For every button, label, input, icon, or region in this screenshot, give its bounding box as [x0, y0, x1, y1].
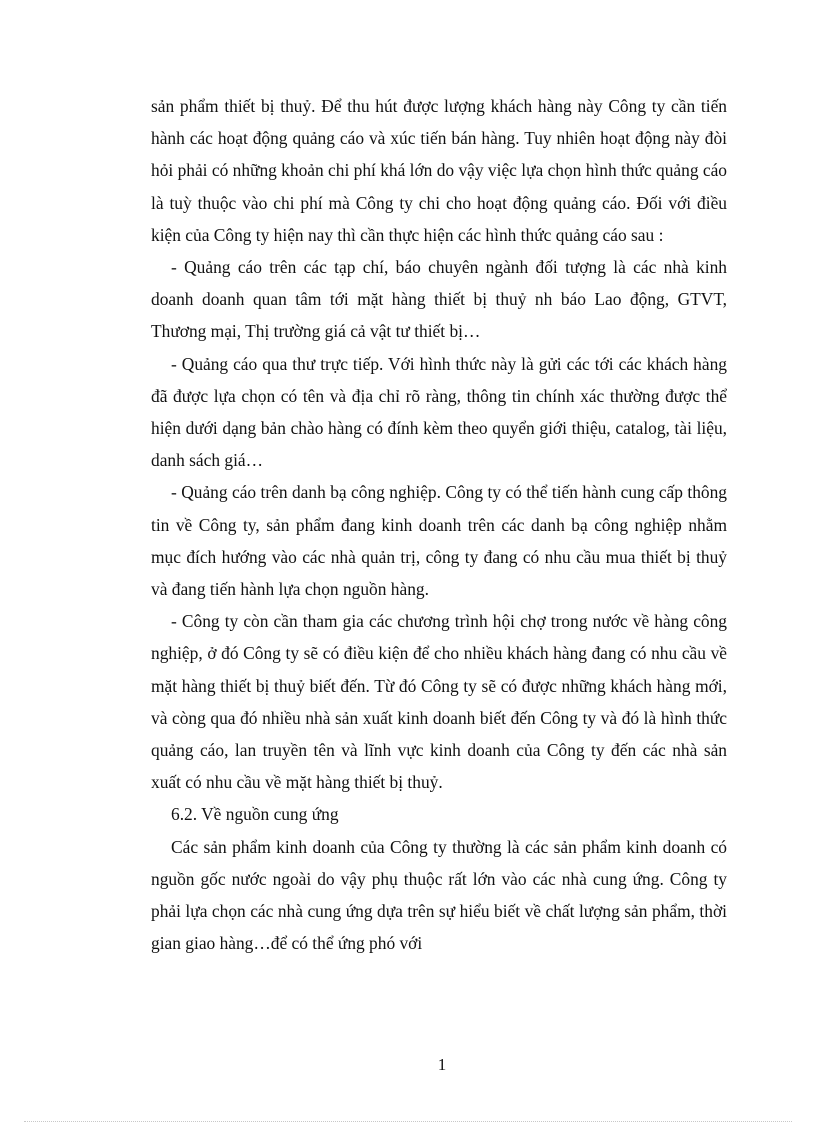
paragraph-magazine-ads: - Quảng cáo trên các tạp chí, báo chuyên ngành đối tượng là các nhà kinh doanh doanh quan tâm tới mặt hàng thiết bị thuỷ nh báo Lao động, GTVT, Thương mại, Thị trường giá cả vật tư thiết bị… [151, 257, 727, 342]
page-bottom-divider [24, 1121, 792, 1122]
paragraph-direct-mail-ads: - Quảng cáo qua thư trực tiếp. Với hình thức này là gửi các tới các khách hàng đã được lựa chọn có tên và địa chỉ rõ ràng, thông tin chính xác thường được thể hiện dưới dạng bản chào hàng có đính kèm theo quyển giới thiệu, catalog, tài liệu, danh sách giá… [151, 353, 727, 471]
page-body [151, 90, 727, 959]
paragraph-intro: sản phẩm thiết bị thuỷ. Để thu hút được lượng khách hàng này Công ty cần tiến hành các hoạt động quảng cáo và xúc tiến bán hàng. Tuy nhiên hoạt động này đòi hỏi phải có những khoản chi phí khá lớn do vậy việc lựa chọn hình thức quảng cáo là tuỳ thuộc vào chi phí mà Công ty chi cho hoạt động quảng cáo. Đối với điều kiện của Công ty hiện nay thì cần thực hiện các hình thức quảng cáo sau : [151, 96, 727, 245]
paragraph-supply: Các sản phẩm kinh doanh của Công ty thường là các sản phẩm kinh doanh có nguồn gốc nước ngoài do vậy phụ thuộc rất lớn vào các nhà cung ứng. Công ty phải lựa chọn các nhà cung ứng dựa trên sự hiểu biết về chất lượng sản phẩm, thời gian giao hàng…để có thể ứng phó với [151, 836, 727, 954]
page-number: 1 [437, 1055, 447, 1074]
paragraph-directory-ads: - Quảng cáo trên danh bạ công nghiệp. Công ty có thể tiến hành cung cấp thông tin về Công ty, sản phẩm đang kinh doanh trên các danh bạ công nghiệp nhằm mục đích hướng vào các nhà quản trị, công ty đang có nhu cầu mua thiết bị thuỷ và đang tiến hành lựa chọn nguồn hàng. [151, 482, 727, 600]
section-heading-supply: 6.2. Về nguồn cung ứng [171, 804, 339, 825]
paragraph-trade-fair: - Công ty còn cần tham gia các chương trình hội chợ trong nước về hàng công nghiệp, ở đó Công ty sẽ có điều kiện để cho nhiều khách hàng đang có nhu cầu về mặt hàng thiết bị thuỷ biết đến. Từ đó Công ty sẽ có được những khách hàng mới, và còng qua đó nhiều nhà sản xuất kinh doanh biết đến Công ty và đó là hình thức quảng cáo, lan truyền tên và lĩnh vực kinh doanh của Công ty đến các nhà sản xuất có nhu cầu về mặt hàng thiết bị thuỷ. [151, 611, 727, 793]
